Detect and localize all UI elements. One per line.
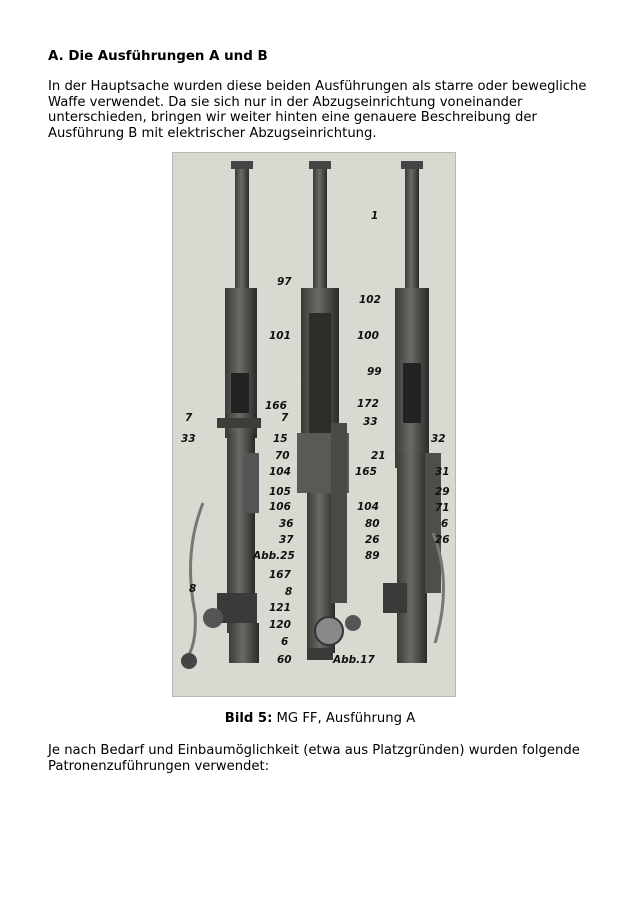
callout-label: Abb.25 xyxy=(253,550,295,562)
callout-label: 26 xyxy=(365,534,380,546)
callout-label: 165 xyxy=(355,466,377,478)
callout-label: 37 xyxy=(279,534,294,546)
text-line: In der Hauptsache wurden diese beiden Ausführungen als starre oder bewegliche xyxy=(48,79,587,94)
callout-label: 8 xyxy=(189,583,197,595)
callout-label: 26 xyxy=(435,534,450,546)
text-line: unterschieden, bringen wir weiter hinten eine genauere Beschreibung der xyxy=(48,110,537,126)
callout-label: 21 xyxy=(371,450,386,462)
intro-paragraph xyxy=(48,79,608,141)
caption-label: Bild 5: xyxy=(224,711,273,726)
callout-label: 8 xyxy=(285,586,293,598)
callout-label: 15 xyxy=(273,433,288,445)
callout-label: 32 xyxy=(431,433,446,445)
callout-label: 7 xyxy=(185,412,193,424)
figure-caption xyxy=(0,711,640,726)
callout-label: 29 xyxy=(435,486,450,498)
callout-label: 100 xyxy=(357,330,379,342)
callout-label: 33 xyxy=(363,416,378,428)
callout-label: 36 xyxy=(279,518,294,530)
text-line: Je nach Bedarf und Einbaumöglichkeit (etwa aus Platzgründen) wurden folgende xyxy=(48,743,580,758)
callout-label: 80 xyxy=(365,518,380,530)
callout-label: 1 xyxy=(371,210,379,222)
section-heading: A. Die Ausführungen A und B xyxy=(48,49,268,64)
callout-label: 121 xyxy=(269,602,291,614)
text-line: Waffe verwendet. Da sie sich nur in der Abzugseinrichtung voneinander xyxy=(48,94,523,110)
callout-label: 102 xyxy=(359,294,381,306)
callout-label: 99 xyxy=(367,366,382,378)
callout-label: 89 xyxy=(365,550,380,562)
callout-label: 172 xyxy=(357,398,379,410)
callout-label: 101 xyxy=(269,330,291,342)
mg-ff-photo xyxy=(172,152,456,697)
callout-label: Abb.17 xyxy=(333,654,375,666)
callout-label: 97 xyxy=(277,276,292,288)
callout-label: 71 xyxy=(435,502,450,514)
callout-label: 70 xyxy=(275,450,290,462)
outro-paragraph xyxy=(48,743,608,774)
callout-label: 6 xyxy=(441,518,449,530)
callout-label: 167 xyxy=(269,569,291,581)
callout-label: 6 xyxy=(281,636,289,648)
callout-label: 33 xyxy=(181,433,196,445)
callout-label: 105 xyxy=(269,486,291,498)
callout-label: 104 xyxy=(357,501,379,513)
callout-label: 60 xyxy=(277,654,292,666)
callout-label: 7 xyxy=(281,412,289,424)
callout-label: 31 xyxy=(435,466,450,478)
callout-label: 106 xyxy=(269,501,291,513)
callout-label: 166 xyxy=(265,400,287,412)
weapon-illustration xyxy=(173,153,456,697)
text-line: Patronenzuführungen verwendet: xyxy=(48,758,270,774)
callout-label: 120 xyxy=(269,619,291,631)
text-line: Ausführung B mit elektrischer Abzugseinrichtung. xyxy=(48,125,377,141)
caption-text: MG FF, Ausführung A xyxy=(272,711,416,726)
callout-label: 104 xyxy=(269,466,291,478)
